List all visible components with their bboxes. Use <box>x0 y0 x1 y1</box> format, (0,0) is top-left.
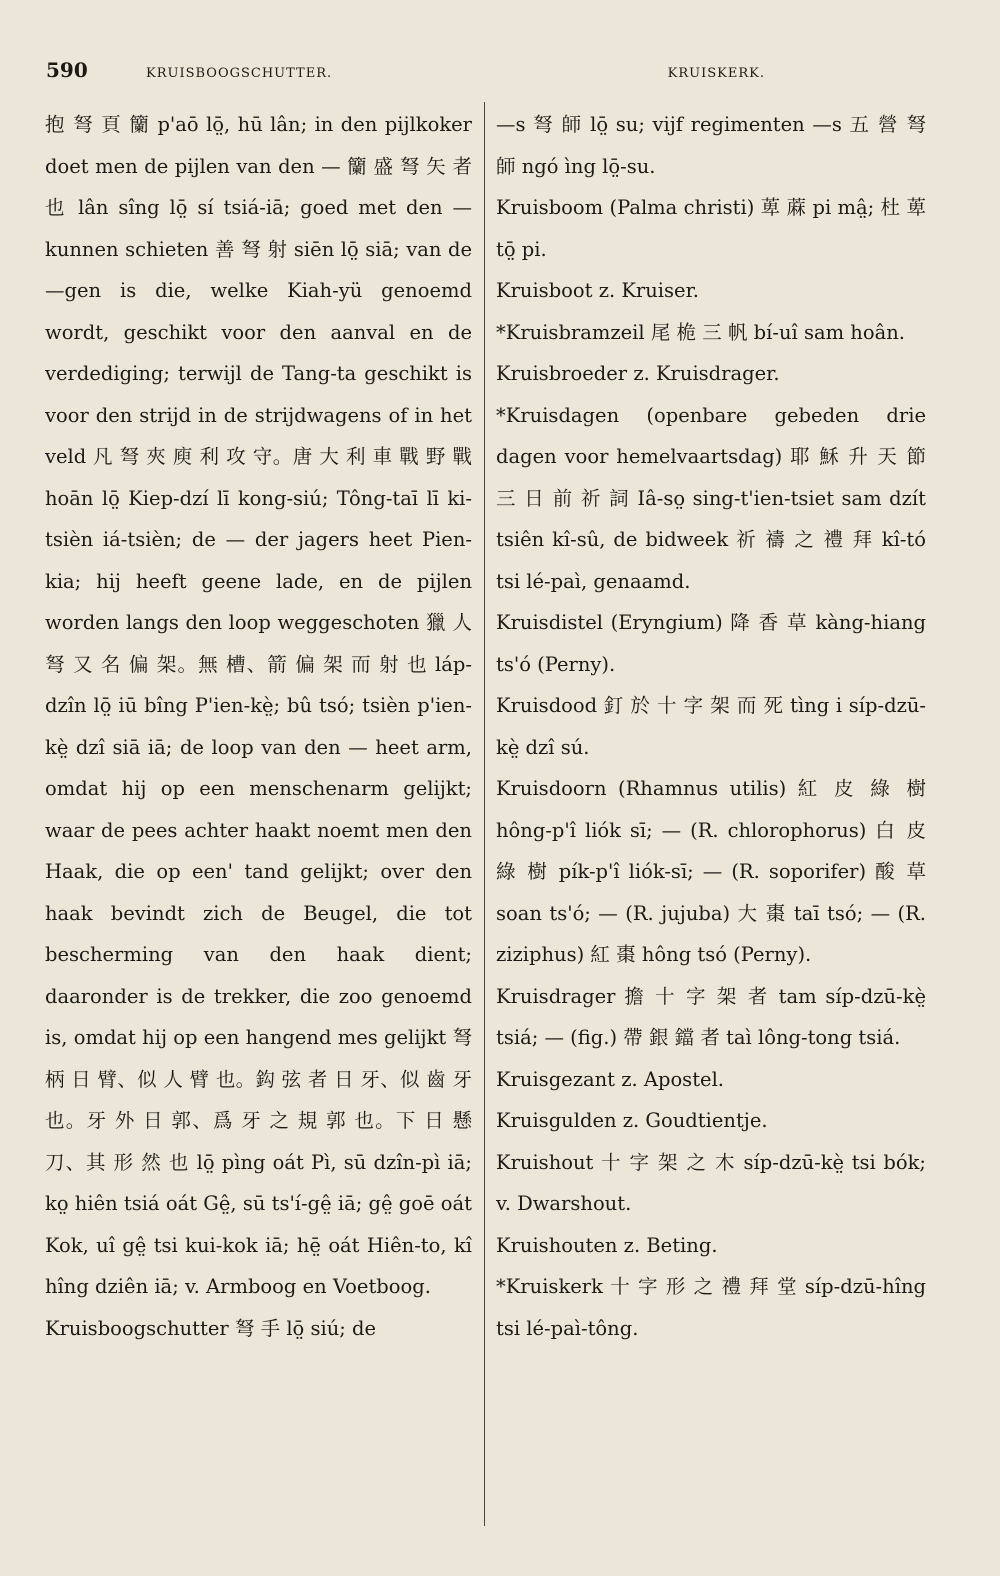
entry-paragraph: Kruisdrager 擔 十 字 架 者 tam síp-dzū-kè̤ tsiá; — (fig.) 帶 銀 鐺 者 taì lông-tong tsiá. <box>496 984 926 1049</box>
entry-paragraph: —s 弩 師 lō̤ su; vijf regimenten —s 五 營 弩 師 ngó ìng lō̤-su. <box>496 113 926 178</box>
entry-paragraph: 抱 弩 頁 籣 p'aō lō̤, hū lân; in den pijlkoker doet men de pijlen van den — 籣 盛 弩 矢 者 也 lân sîng lō̤ sí tsiá-iā; goed met den — kunnen schieten 善 弩 射 siēn lō̤ siā; van de —gen is die, welke Kiah-yü genoemd wordt, geschikt voor den aanval en de verdediging; terwijl de Tang-ta geschikt is voor den strijd in de strijdwagens of in het veld 凡 弩 夾 庾 利 攻 守。唐 大 利 車 戰 野 戰 hoān lō̤ Kiep-dzí lī kong-siú; Tông-taī lī ki-tsièn iá-tsièn; de — der jagers heet Pien-kia; hij heeft geene lade, en de pijlen worden langs den loop weggeschoten 獵 人 弩 又 名 偏 架。無 槽、箭 偏 架 而 射 也 láp-dzîn lō̤ iū bîng P'ien-kè̤; bû tsó; tsièn p'ien-kè̤ dzî siā iā; de loop van den — heet arm, omdat hij op een menschenarm gelijkt; waar de pees achter haakt noemt men den Haak, die op een' tand gelijkt; over den haak bevindt zich de Beugel, die tot bescherming van den haak dient; daaronder is de trekker, die zoo genoemd is, omdat hij op een hangend mes gelijkt 弩 柄 日 臂、似 人 臂 也。鈎 弦 者 日 牙、似 齒 牙 也。牙 外 日 郭、爲 牙 之 規 郭 也。下 日 懸 刀、其 形 然 也 lō̤ pìng oát Pì, sū dzîn-pì iā; ko̤ hiên tsiá oát Gê̤, sū ts'í-gê̤ iā; gê̤ goē oát Kok, uî gê̤ tsi kui-kok iā; hē̤ oát Hiên-to, kî hîng dziên iā; v. Armboog en Voetboog. <box>45 113 472 1298</box>
entry-paragraph: Kruisgezant z. Apostel. <box>496 1067 725 1091</box>
entry-paragraph: *Kruisbramzeil 尾 桅 三 帆 bí-uî sam hoân. <box>496 320 905 344</box>
entry-paragraph: Kruisdood 釘 於 十 字 架 而 死 tìng i síp-dzū-kè̤ dzî sú. <box>496 694 926 759</box>
entry-paragraph: Kruisbroeder z. Kruisdrager. <box>496 362 780 385</box>
entry-paragraph: *Kruiskerk 十 字 形 之 禮 拜 堂 síp-dzū-hîng tsi lé-paì-tông. <box>496 1275 926 1340</box>
entry-paragraph: Kruisdistel (Eryngium) 降 香 草 kàng-hiang ts'ó (Perny). <box>496 611 926 676</box>
entry-paragraph: Kruisdoorn (Rhamnus utilis) 紅 皮 綠 樹 hông-p'î liók sī; — (R. chlorophorus) 白 皮 綠 樹 pík-p'î liók-sī; — (R. soporifer) 酸 草 soan ts'ó; — (R. jujuba) 大 棗 taī tsó; — (R. ziziphus) 紅 棗 hông tsó (Perny). <box>496 777 926 966</box>
left-column <box>45 104 472 1534</box>
entry-paragraph: Kruisboom (Palma christi) 萆 蔴 pi mâ̤; 杜 萆 tō̤ pi. <box>496 196 926 261</box>
entry-paragraph: Kruishout 十 字 架 之 木 síp-dzū-kè̤ tsi bók; v. Dwarshout. <box>496 1150 926 1215</box>
running-head-right: KRUISKERK. <box>667 66 765 81</box>
entry-paragraph: *Kruisdagen (openbare gebeden drie dagen voor hemelvaartsdag) 耶 穌 升 天 節 三 日 前 祈 詞 Iâ-so̤ sing-t'ien-tsiet sam dzít tsiên kî-sû, de bidweek 祈 禱 之 禮 拜 kî-tó tsi lé-paì, genaamd. <box>496 403 926 593</box>
entry-paragraph: Kruishouten z. Beting. <box>496 1233 718 1257</box>
running-head-left: KRUISBOOGSCHUTTER. <box>146 66 333 81</box>
right-column <box>496 104 926 1534</box>
entry-paragraph: Kruisgulden z. Goudtientje. <box>496 1109 768 1132</box>
column-divider <box>484 102 485 1526</box>
entry-paragraph: Kruisboogschutter 弩 手 lō̤ siú; de <box>45 1316 377 1340</box>
page-number: 590 <box>46 58 88 82</box>
page-header <box>46 58 930 94</box>
entry-paragraph: Kruisboot z. Kruiser. <box>496 279 699 302</box>
